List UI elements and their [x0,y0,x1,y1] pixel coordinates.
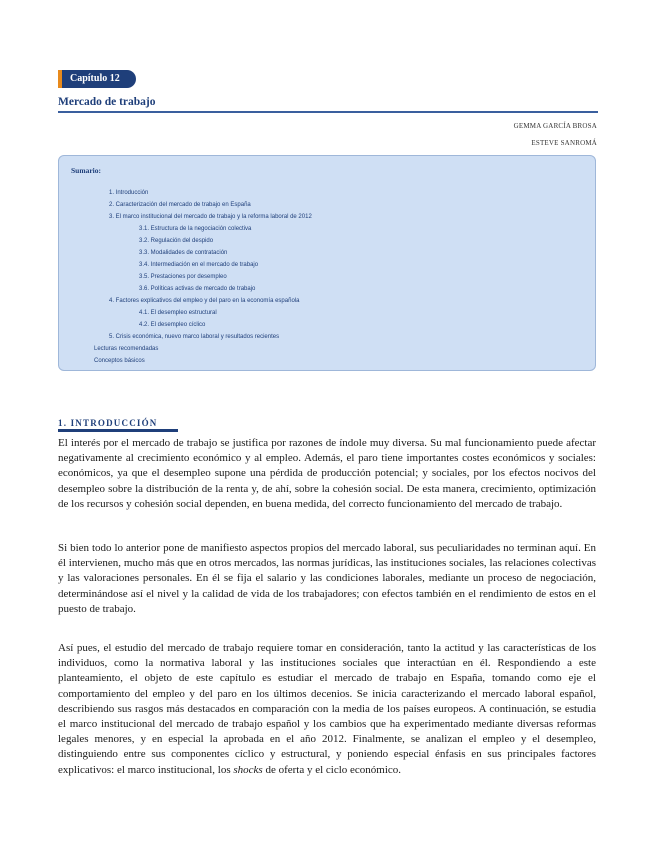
author-name: ESTEVE SANROMÁ [531,139,597,147]
chapter-title: Mercado de trabajo [58,96,598,113]
toc-item[interactable]: 3.2. Regulación del despido [139,238,214,244]
toc-item[interactable]: 4.1. El desempleo estructural [139,310,217,316]
toc-item[interactable]: Lecturas recomendadas [94,346,159,352]
toc-item[interactable]: 4. Factores explicativos del empleo y del paro en la economía española [109,298,300,304]
paragraph-text: Así pues, el estudio del mercado de trabajo requiere tomar en consideración, tanto la actitud y las características de los individuos, como la normativa laboral y las instituciones sociales que interactúan en él. Respondiendo a este planteamiento, el objeto de este capítulo es estudiar el mercado de trabajo en España, tomando como eje el comportamiento del empleo y del paro en los últimos decenios. Se inicia caracterizando el mercado laboral español, describiendo sus rasgos más destacados en comparación con la media de los países europeos. A continuación, se estudia el marco institucional del mercado de trabajo español y los cambios que ha experimentado mediante diversas reformas legales menores, y en especial la aprobada en el año 2012. Finalmente, se analizan el empleo y el desempleo, distinguiendo entre sus componentes cíclico y estructural, y poniendo especial énfasis en sus principales factores explicativos: el marco institucional, los [58,642,596,776]
body-paragraph [58,641,596,778]
summary-box [58,155,596,371]
toc-item[interactable]: 3.5. Prestaciones por desempleo [139,274,227,280]
paragraph-text: de oferta y el ciclo económico. [262,763,402,776]
italic-term: shocks [233,763,263,776]
toc-item[interactable]: 4.2. El desempleo cíclico [139,322,206,328]
toc-item[interactable]: 5. Crisis económica, nuevo marco laboral y resultados recientes [109,334,280,340]
summary-title: Sumario: [71,166,101,175]
body-paragraph: El interés por el mercado de trabajo se justifica por razones de índole muy diversa. Su mal funcionamiento puede afectar negativamente al crecimiento económico y al empleo. Además, el paro tiene importantes costes económicos y sociales: económicos, ya que el desempleo supone una pérdida de producción potencial; y sociales, por los efectos nocivos del desempleo sobre la distribución de la renta y, de ahí, sobre la cohesión social. De esta manera, crecimiento, optimización de los recursos y cohesión social dependen, en buena medida, del correcto funcionamiento del mercado de trabajo. [58,437,596,510]
body-paragraph: Si bien todo lo anterior pone de manifiesto aspectos propios del mercado laboral, sus peculiaridades no terminan aquí. En él intervienen, mucho más que en otros mercados, las normas jurídicas, las instituciones sociales, las relaciones colectivas y las valoraciones personales. En él se fija el salario y las condiciones laborales, mediante un proceso de negociación, determinándose así el nivel y la calidad de vida de los trabajadores; con efectos también en el rendimiento de estos en el puesto de trabajo. [58,542,596,615]
toc-item[interactable]: 3.1. Estructura de la negociación colectiva [139,226,252,232]
author-name: GEMMA GARCÍA BROSA [513,122,597,130]
toc-item[interactable]: 3.4. Intermediación en el mercado de trabajo [139,262,259,268]
toc-item[interactable]: 3.3. Modalidades de contratación [139,250,228,256]
section-heading: 1. INTRODUCCIÓN [58,418,178,432]
toc-item[interactable]: 2. Caracterización del mercado de trabajo en España [109,202,251,208]
toc-item[interactable]: 3.6. Políticas activas de mercado de trabajo [139,286,256,292]
toc-item[interactable]: Conceptos básicos [94,358,145,364]
chapter-label: Capítulo 12 [58,70,136,88]
toc-item[interactable]: 3. El marco institucional del mercado de trabajo y la reforma laboral de 2012 [109,214,312,220]
toc-item[interactable]: 1. Introducción [109,190,149,196]
